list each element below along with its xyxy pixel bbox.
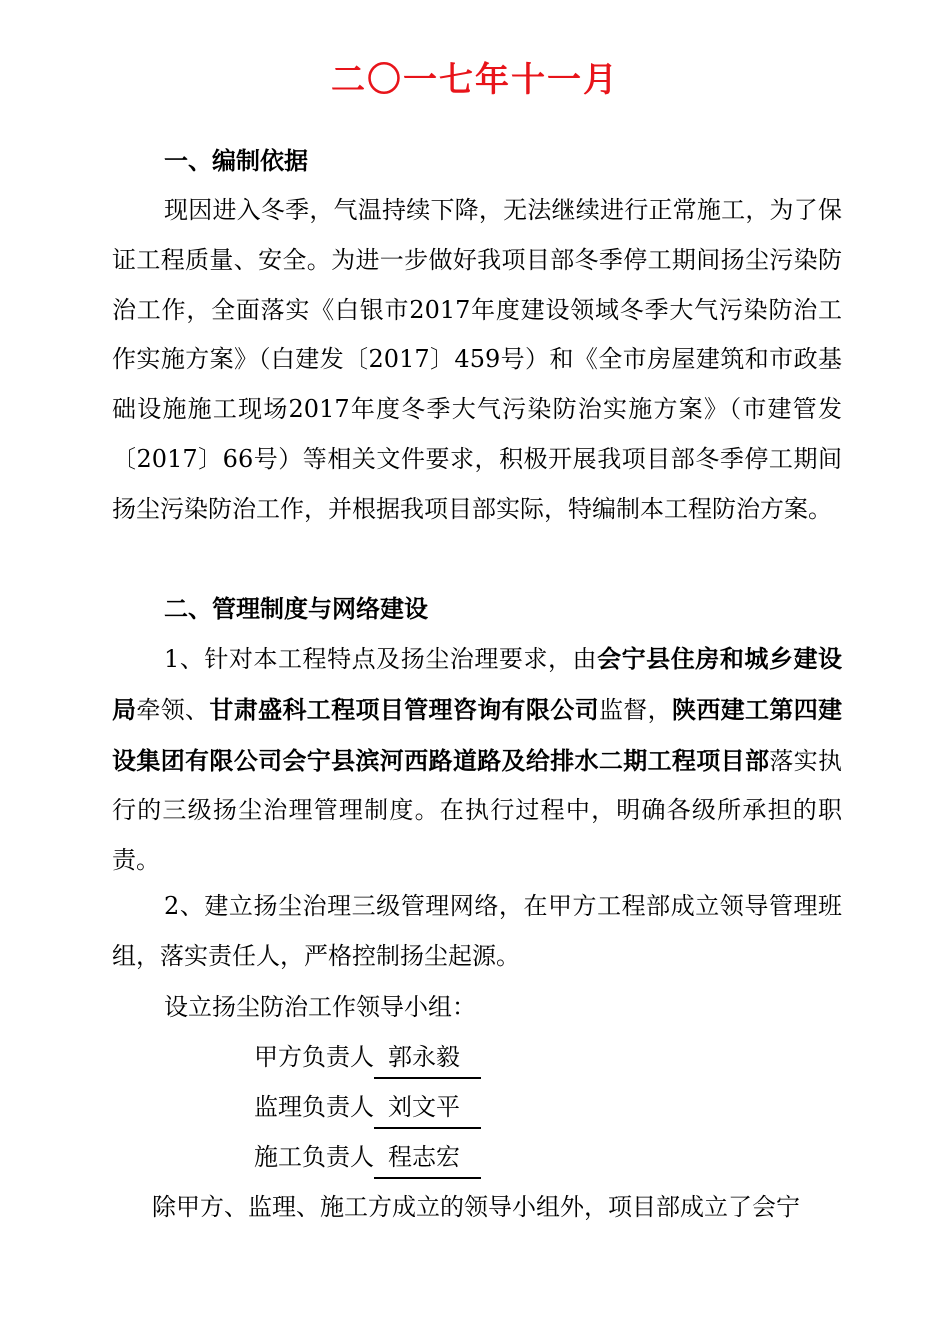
trailing-paragraph-line: 除甲方、监理、施工方成立的领导小组外，项目部成立了会宁 bbox=[152, 1193, 800, 1221]
item1-org-supervisor: 甘肃盛科工程项目管理咨询有限公司 bbox=[209, 694, 599, 724]
item1-suffix: 落实执行的三级扬尘治理管理制度。在执行过程中，明确各级所承担的职责。 bbox=[112, 746, 843, 875]
management-item-2: 2、建立扬尘治理三级管理网络，在甲方工程部成立领导管理班组，落实责任人，严格控制扬尘起源。 bbox=[112, 892, 842, 970]
leader-row-owner bbox=[254, 1032, 481, 1082]
section-heading-management: 二、管理制度与网络建设 bbox=[164, 594, 428, 623]
leader-row-supervisor bbox=[254, 1082, 481, 1132]
document-date-title: 二〇一七年十一月 bbox=[331, 60, 619, 100]
leader-name: 程志宏 bbox=[374, 1137, 481, 1179]
section-heading-basis: 一、编制依据 bbox=[164, 146, 308, 175]
item1-org-housing-bureau: 会宁县住房和城乡建设局 bbox=[112, 644, 842, 724]
item1-org-contractor: 陕西建工第四建设集团有限公司会宁县滨河西路道路及给排水二期工程项目部 bbox=[112, 694, 843, 775]
leader-role: 监理负责人 bbox=[254, 1093, 374, 1121]
leader-role: 甲方负责人 bbox=[254, 1043, 374, 1071]
leader-row-contractor bbox=[254, 1132, 481, 1182]
leader-name: 郭永毅 bbox=[374, 1037, 481, 1079]
leader-group-intro: 设立扬尘防治工作领导小组： bbox=[164, 993, 476, 1021]
item1-mid2: 监督， bbox=[598, 695, 672, 724]
item1-mid1: 牵领、 bbox=[136, 695, 210, 724]
management-item-1 bbox=[112, 634, 842, 886]
leader-role: 施工负责人 bbox=[254, 1143, 374, 1171]
leader-name: 刘文平 bbox=[374, 1087, 481, 1129]
item1-prefix: 1、针对本工程特点及扬尘治理要求，由 bbox=[164, 645, 598, 673]
section-body-basis: 现因进入冬季，气温持续下降，无法继续进行正常施工，为了保证工程质量、安全。为进一步做好我项目部冬季停工期间扬尘污染防治工作，全面落实《白银市2017年度建设领域冬季大气污染防治工作实施方案》（白建发〔2017〕459号）和《全市房屋建筑和市政基础设施施工现场2017年度冬季大气污染防治实施方案》（市建管发〔2017〕66号）等相关文件要求，积极开展我项目部冬季停工期间扬尘污染防治工作，并根据我项目部实际，特编制本工程防治方案。 bbox=[112, 196, 842, 523]
